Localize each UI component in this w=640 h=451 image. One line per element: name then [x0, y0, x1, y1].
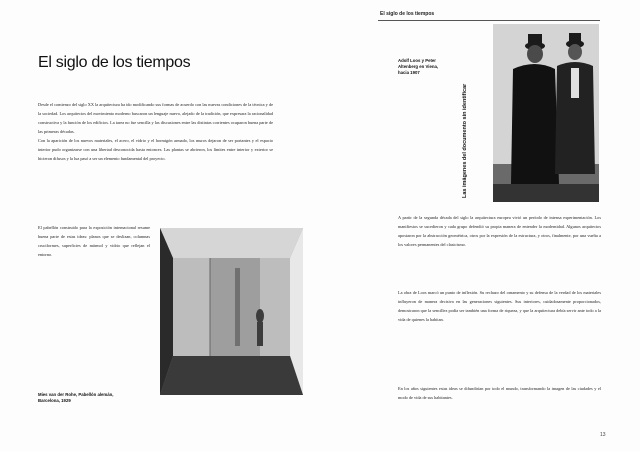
right-body-text-3: [398, 384, 601, 402]
vertical-sidenote: Las imágenes del documento sin identificar: [462, 83, 468, 198]
page-number: 13: [600, 432, 606, 438]
right-body-text-2: [398, 288, 601, 324]
photo-caption-left: Mies van der Rohe, Pabellón alemán, Barcelona, 1929: [38, 392, 114, 403]
left-body-text-narrow: [38, 223, 150, 259]
chapter-title: El siglo de los tiempos: [38, 54, 191, 71]
header-rule: [378, 20, 600, 21]
right-body-text: [398, 213, 601, 249]
pavilion-photo: [160, 228, 303, 395]
paragraph: Con la aparición de los nuevos materiales, el acero, el vidrio y el hormigón armado, los muros dejaron de ser portantes y el espacio interior pudo organizarse con una libertad desconocida hasta entonces. Las plantas se abrieron, los límites entre interior y exterior se hicieron difusos y la luz pasó a ser un elemento fundamental del proyecto.: [38, 138, 273, 161]
portrait-photo: [493, 24, 599, 202]
photo-caption-right: Adolf Loos y Peter Altenberg en Viena, hacia 1907: [398, 58, 439, 75]
paragraph: El pabellón construido para la exposición internacional resume buena parte de estas ideas: planos que se deslizan, columnas cruciformes, superficies de mármol y vidrio que reflejan el entorno.: [38, 225, 150, 257]
paragraph: La obra de Loos marcó un punto de inflexión. Su rechazo del ornamento y su defensa de la verdad de los materiales influyeron de manera decisiva en las generaciones siguientes. Sus interiores, cuidadosamente proporcionados, demostraron que la sencillez podía ser también una forma de riqueza, y que la arquitectura debía servir ante todo a la vida de quienes la habitan.: [398, 290, 601, 322]
running-header: El siglo de los tiempos: [380, 11, 435, 17]
paragraph: Desde el comienzo del siglo XX la arquitectura ha ido modificando sus formas de acuerdo con las nuevas condiciones de la técnica y de la sociedad. Los arquitectos del movimiento moderno buscaron un lenguaje nuevo, alejado de la tradición, que expresara la racionalidad constructiva y la función de los edificios. La tarea no fue sencilla y las discusiones entre las distintas corrientes ocuparon buena parte de las primeras décadas.: [38, 102, 273, 134]
left-body-text: [38, 100, 273, 163]
paragraph: En los años siguientes estas ideas se difundirían por todo el mundo, transformando la imagen de las ciudades y el modo de vida de sus habitantes.: [398, 386, 601, 400]
paragraph: A partir de la segunda década del siglo la arquitectura europea vivió un período de intensa experimentación. Los manifiestos se sucedieron y cada grupo defendió su propia manera de entender la modernidad. Algunos arquitectos apostaron por la abstracción geométrica, otros por la expresión de la estructura, y otros, finalmente, por una vuelta a los valores permanentes del clasicismo.: [398, 215, 601, 247]
